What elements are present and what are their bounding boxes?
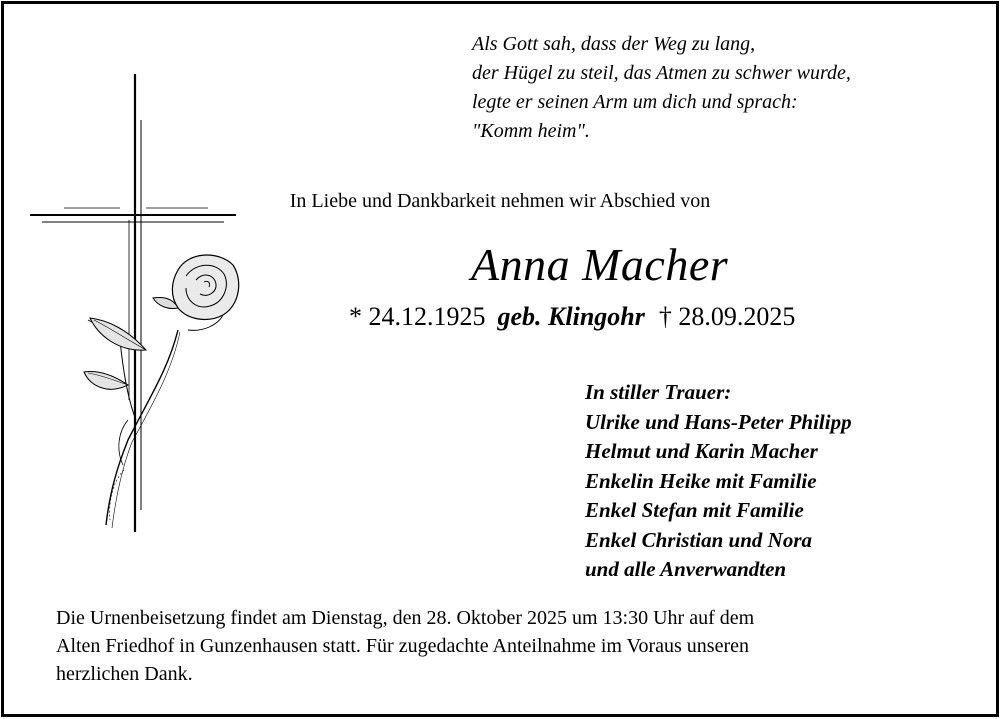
mourner-item: Enkel Christian und Nora	[585, 527, 813, 552]
mourner-item: Enkel Stefan mit Familie	[585, 498, 804, 522]
poem	[472, 30, 851, 146]
death-date: † 28.09.2025	[658, 302, 796, 331]
poem-line: der Hügel zu steil, das Atmen zu schwer wurde,	[472, 62, 851, 84]
mourners-heading: In stiller Trauer:	[585, 380, 732, 404]
maiden-name: geb. Klingohr	[497, 302, 645, 331]
burial-notice	[56, 604, 956, 688]
notice-line: Die Urnenbeisetzung findet am Dienstag, den 28. Oktober 2025 um 13:30 Uhr auf dem	[56, 607, 755, 629]
intro-text: In Liebe und Dankbarkeit nehmen wir Abschied von	[289, 190, 711, 212]
mourner-item: Enkelin Heike mit Familie	[585, 468, 817, 493]
poem-line: "Komm heim".	[472, 120, 590, 142]
rose-icon	[84, 255, 239, 528]
mourner-item: und alle Anverwandten	[585, 557, 787, 581]
birth-date: * 24.12.1925	[349, 302, 486, 331]
poem-line: Als Gott sah, dass der Weg zu lang,	[472, 33, 756, 55]
notice-line: Alten Friedhof in Gunzenhausen statt. Für zugedachte Anteilnahme im Voraus unseren	[56, 635, 749, 657]
life-dates	[349, 302, 795, 332]
mourners-list	[585, 378, 852, 585]
cross-rose-illustration	[28, 70, 248, 540]
mourner-item: Helmut und Karin Macher	[585, 439, 818, 463]
mourner-item: Ulrike und Hans-Peter Philipp	[585, 409, 852, 434]
deceased-name: Anna Macher	[471, 239, 729, 290]
notice-line: herzlichen Dank.	[56, 663, 193, 685]
intro-line	[0, 190, 1000, 213]
poem-line: legte er seinen Arm um dich und sprach:	[472, 91, 798, 113]
